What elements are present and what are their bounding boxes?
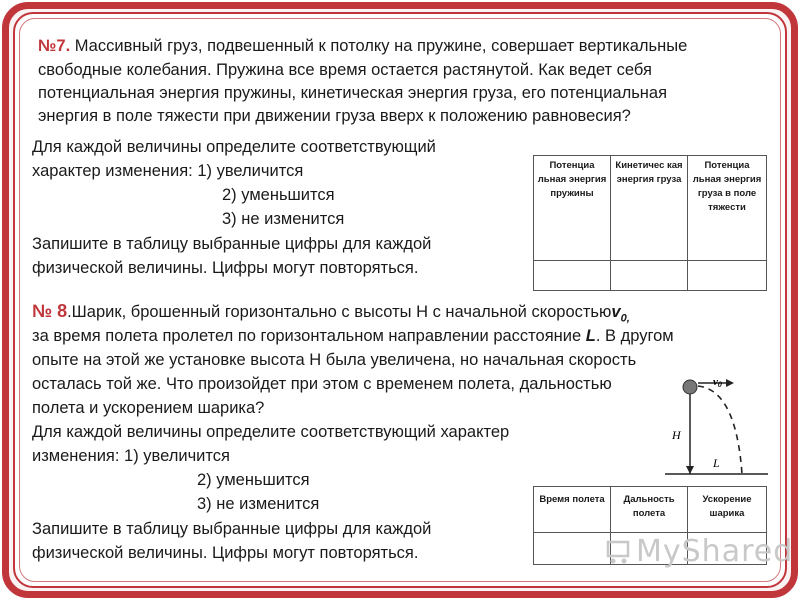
- task8-line5: полета и ускорением шарика?: [32, 399, 265, 417]
- task8-header-3: Ускорение шарика: [688, 487, 767, 533]
- task8-v0-sub: 0,: [620, 312, 630, 325]
- task8-line4: осталась той же. Что произойдет при этом с временем полета, дальностью: [32, 375, 612, 393]
- task7-opt3: 3) не изменится: [222, 210, 345, 228]
- projectile-diagram: [650, 370, 775, 480]
- task8-instr2: изменения: 1) увеличится: [32, 447, 230, 465]
- task8-line3: опыте на этой же установке высота Н была увеличена, но начальная скорость: [32, 351, 637, 369]
- task8-instr1: Для каждой величины определите соответствующий характер: [32, 423, 510, 441]
- ball-icon: [683, 380, 697, 394]
- task8-answer-cell-1[interactable]: [534, 533, 611, 565]
- H-label: H: [672, 428, 681, 442]
- task8-v0: v: [611, 303, 621, 321]
- task8-header-1: Время полета: [534, 487, 611, 533]
- task7-number: №7.: [38, 37, 71, 55]
- task8-text2a: за время полета пролетел по горизонтальном направлении расстояние: [32, 327, 586, 345]
- L-label: L: [713, 456, 720, 470]
- height-arrow-icon: [686, 466, 694, 474]
- task7-instr3: Запишите в таблицу выбранные цифры для каждой: [32, 235, 432, 253]
- task7-instr1: Для каждой величины определите соответствующий: [32, 138, 436, 156]
- task8-opt2: 2) уменьшится: [197, 471, 310, 489]
- task8-instr3: Запишите в таблицу выбранные цифры для каждой: [32, 520, 432, 538]
- task7-opt2: 2) уменьшится: [222, 186, 335, 204]
- task8-text2b: . В другом: [595, 327, 674, 345]
- task7-line4: энергия в поле тяжести при движении груза вверх к положению равновесия?: [38, 107, 631, 125]
- task7-instr2: характер изменения: 1) увеличится: [32, 162, 304, 180]
- task8-header-2: Дальность полета: [611, 487, 688, 533]
- task7-answer-cell-3[interactable]: [688, 261, 767, 291]
- task7-instr4: физической величины. Цифры могут повторяться.: [32, 259, 419, 277]
- task8-opt3: 3) не изменится: [197, 495, 320, 513]
- task7-answer-table: [533, 155, 767, 291]
- task7-header-2: Кинетичес кая энергия груза: [611, 156, 688, 261]
- task7-answer-cell-1[interactable]: [534, 261, 611, 291]
- task8-number: № 8: [32, 301, 68, 321]
- trajectory-path: [698, 386, 742, 474]
- task8-text1: .Шарик, брошенный горизонтально с высоты Н с начальной скоростью: [67, 303, 612, 321]
- task8-instr4: физической величины. Цифры могут повторяться.: [32, 544, 419, 562]
- v0-label: v0: [713, 376, 722, 389]
- task8-L: L: [585, 327, 596, 345]
- task7-line3: потенциальная энергия пружины, кинетическая энергия груза, его потенциальная: [38, 84, 668, 102]
- velocity-arrow-icon: [726, 379, 734, 387]
- task7-answer-cell-2[interactable]: [611, 261, 688, 291]
- watermark-cart-icon: [604, 536, 634, 566]
- watermark: MyShared: [636, 534, 794, 569]
- task7-header-3: Потенциа льная энергия груза в поле тяжести: [688, 156, 767, 261]
- task7-line1: [38, 35, 687, 59]
- task7-text1: Массивный груз, подвешенный к потолку на пружине, совершает вертикальные: [70, 37, 688, 55]
- task7-header-1: Потенциа льная энергия пружины: [534, 156, 611, 261]
- task8-line2: [32, 325, 674, 349]
- task7-line2: свободные колебания. Пружина все время остается растянутой. Как ведет себя: [38, 61, 652, 79]
